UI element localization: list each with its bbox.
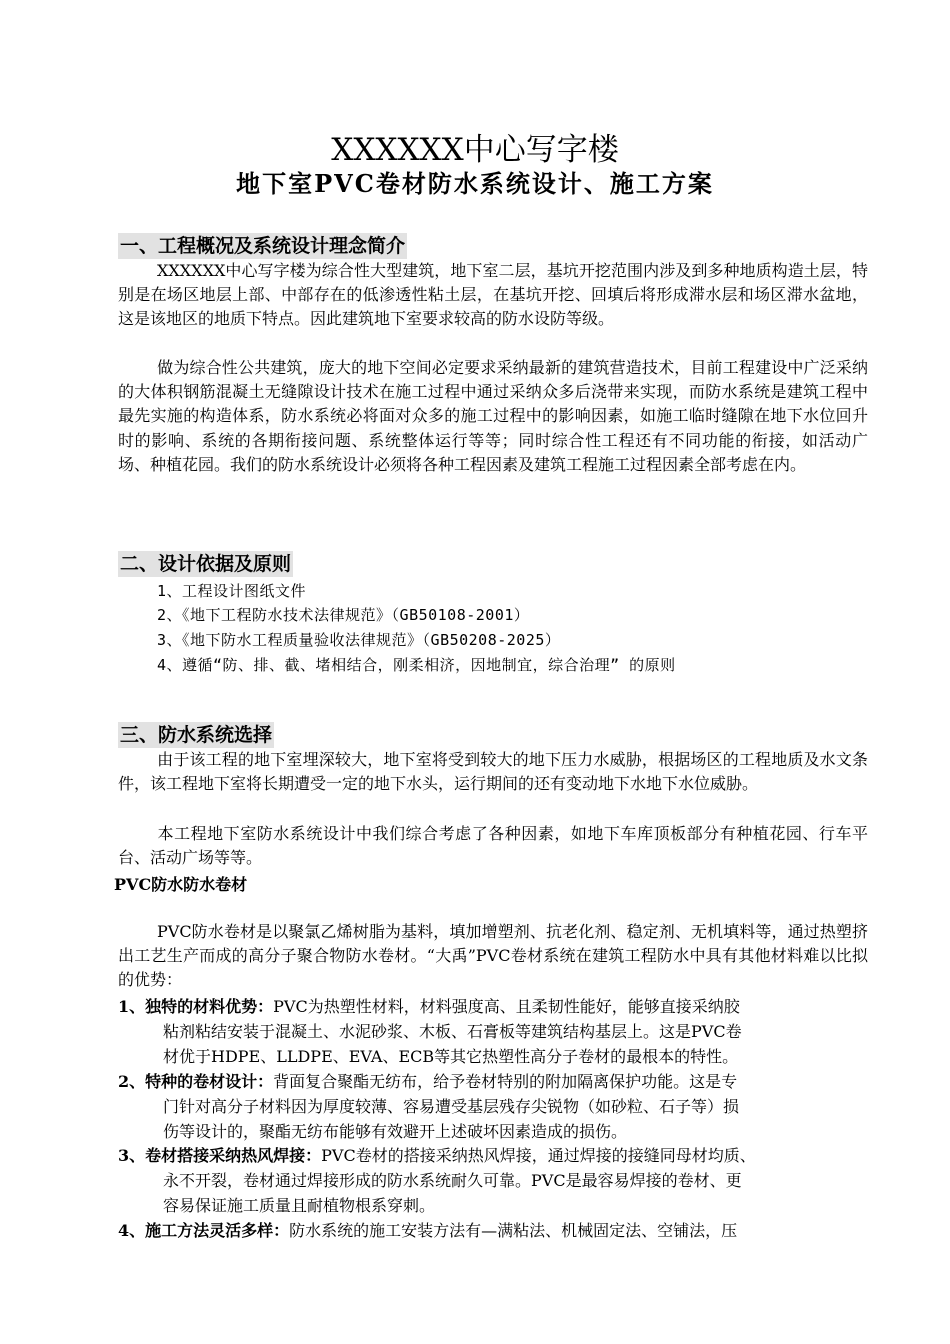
advantage-label: 1、独特的材料优势： [118, 997, 274, 1016]
section3-paragraph-3: PVC防水卷材是以聚氯乙烯树脂为基料，填加增塑剂、抗老化剂、稳定剂、无机填料等，通过热塑挤出工艺生产而成的高分子聚合物防水卷材。“大禹”PVC卷材系统在建筑工程防水中具有其他材料难以比拟的优势： [118, 922, 868, 990]
advantage-item-2: 2、特种的卷材设计：背面复合聚酯无纺布，给予卷材特别的附加隔离保护功能。这是专 门针对高分子材料因为厚度较薄、容易遭受基层残存尖锐物（如砂粒、石子等）损 伤等设计的，聚酯无纺布能够有效避开上述破坏因素造成的损伤。 [118, 1072, 740, 1141]
section1-heading: 一、工程概况及系统设计理念简介 [120, 235, 406, 257]
advantage-item-1: 1、独特的材料优势：PVC为热塑性材料，材料强度高、且柔韧性能好，能够直接采纳胶 粘剂粘结安装于混凝土、水泥砂浆、木板、石膏板等建筑结构基层上。这是PVC卷 材优于HDPE、LLDPE、EVA、ECB等其它热塑性高分子卷材的最根本的特性。 [118, 997, 742, 1066]
document-title: XXXXXX中心写字楼 [331, 132, 619, 168]
document-subtitle: 地下室PVC卷材防水系统设计、施工方案 [236, 169, 714, 198]
basis-item-1: 1、工程设计图纸文件 [157, 582, 307, 600]
advantage-label: 4、施工方法灵活多样： [118, 1221, 290, 1240]
advantage-item-3: 3、卷材搭接采纳热风焊接：PVC卷材的搭接采纳热风焊接，通过焊接的接缝同母材均质、 永不开裂，卷材通过焊接形成的防水系统耐久可靠。PVC是最容易焊接的卷材、更 容易保证施工质量且耐植物根系穿刺。 [118, 1146, 756, 1215]
section1-paragraph-2: 做为综合性公共建筑，庞大的地下空间必定要求采纳最新的建筑营造技术，目前工程建设中广泛采纳的大体积钢筋混凝土无缝隙设计技术在施工过程中通过采纳众多后浇带来实现，而防水系统是建筑工程中最先实施的构造体系，防水系统必将面对众多的施工过程中的影响因素，如施工临时缝隙在地下水位回升时的影响、系统的各期衔接问题、系统整体运行等等；同时综合性工程还有不同功能的衔接，如活动广场、种植花园。我们的防水系统设计必须将各种工程因素及建筑工程施工过程因素全部考虑在内。 [118, 358, 868, 474]
advantage-label: 2、特种的卷材设计： [118, 1072, 274, 1091]
section3-heading: 三、防水系统选择 [120, 724, 273, 746]
section1-paragraph-1: XXXXXX中心写字楼为综合性大型建筑，地下室二层，基坑开挖范围内涉及到多种地质构造土层，特别是在场区地层上部、中部存在的低渗透性粘土层，在基坑开挖、回填后将形成滞水层和场区滞水盆地，这是该地区的地质下特点。因此建筑地下室要求较高的防水设防等级。 [118, 261, 868, 329]
advantage-label: 3、卷材搭接采纳热风焊接： [118, 1146, 322, 1165]
section3-paragraph-2: 本工程地下室防水系统设计中我们综合考虑了各种因素，如地下车库顶板部分有种植花园、行车平台、活动广场等等。 [118, 824, 868, 868]
section3-paragraph-1: 由于该工程的地下室埋深较大，地下室将受到较大的地下压力水威胁，根据场区的工程地质及水文条件，该工程地下室将长期遭受一定的地下水头，运行期间的还有变动地下水地下水位威胁。 [118, 750, 868, 794]
pvc-subheading: PVC防水防水卷材 [114, 875, 248, 894]
section2-heading: 二、设计依据及原则 [120, 553, 292, 575]
advantage-item-4: 4、施工方法灵活多样：防水系统的施工安装方法有—满粘法、机械固定法、空铺法，压 [118, 1221, 738, 1240]
basis-item-4: 4、遵循“防、排、截、堵相结合，刚柔相济，因地制宜，综合治理” 的原则 [157, 656, 676, 674]
basis-item-2: 2、《地下工程防水技术法律规范》（GB50108-2001） [157, 606, 530, 624]
basis-item-3: 3、《地下防水工程质量验收法律规范》（GB50208-2025） [157, 631, 561, 649]
